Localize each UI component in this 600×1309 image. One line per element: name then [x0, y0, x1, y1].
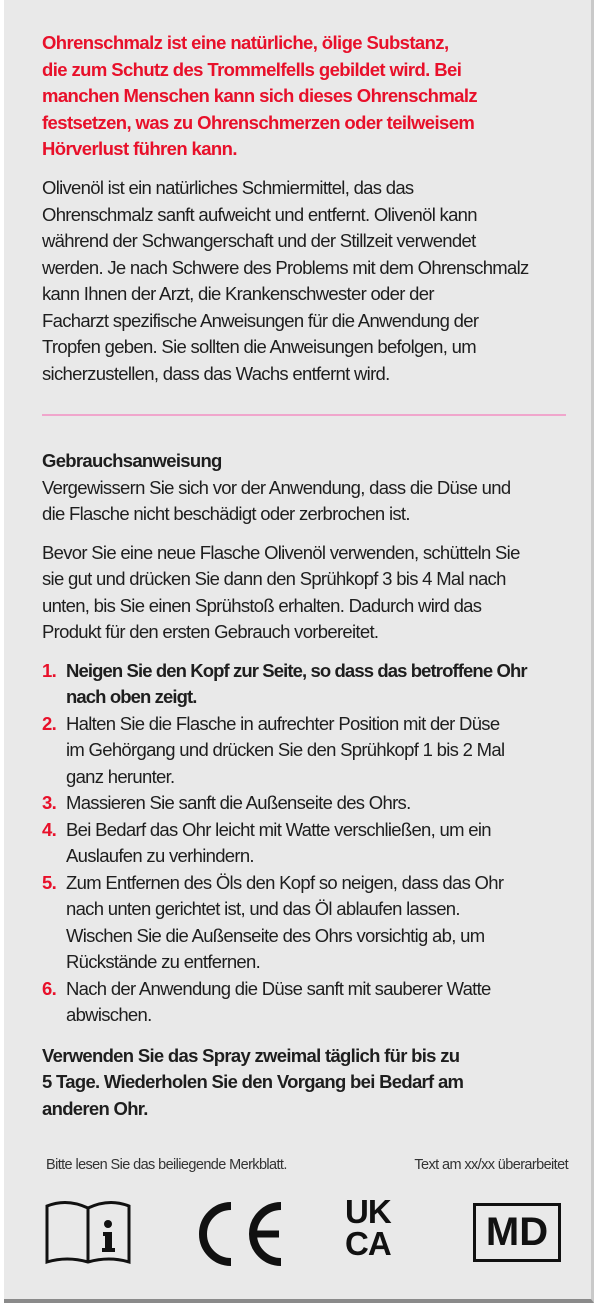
- revision-note: Text am xx/xx überarbeitet: [414, 1157, 568, 1173]
- dosage-line: anderen Ohr.: [42, 1097, 148, 1119]
- step-text: im Gehörgang und drücken Sie den Sprühkopf 1 bis 2 Mal: [66, 739, 505, 760]
- text-line: Hörverlust führen kann.: [42, 138, 237, 159]
- text-line: Bevor Sie eine neue Flasche Olivenöl verwenden, schütteln Sie: [42, 541, 520, 563]
- usage-section: [42, 448, 527, 1122]
- step-text: Rückstände zu entfernen.: [66, 951, 261, 972]
- instructions-book-icon: [45, 1200, 131, 1269]
- list-item: [42, 870, 527, 976]
- usage-heading: Gebrauchsanweisung: [42, 450, 222, 471]
- list-item: [42, 790, 527, 817]
- step-text: Massieren Sie sanft die Außenseite des Ohrs.: [66, 792, 411, 813]
- ukca-mark-icon: [345, 1193, 391, 1262]
- step-text: Halten Sie die Flasche in aufrechter Position mit der Düse: [66, 712, 500, 734]
- divider: [42, 414, 566, 416]
- text-line: kann Ihnen der Arzt, die Krankenschwester oder der: [42, 283, 434, 304]
- text-line: Tropfen geben. Sie sollten die Anweisungen befolgen, um: [42, 336, 476, 357]
- step-text: abwischen.: [66, 1004, 152, 1025]
- leaflet-note: Bitte lesen Sie das beiliegende Merkblatt.: [46, 1157, 287, 1173]
- text-line: Facharzt spezifische Anweisungen für die Anwendung der: [42, 309, 479, 331]
- text-line: Vergewissern Sie sich vor der Anwendung, dass die Düse und: [42, 476, 511, 498]
- step-text: Wischen Sie die Außenseite des Ohrs vorsichtig ab, um: [66, 924, 485, 946]
- list-item: [42, 976, 527, 1029]
- step-number: 6.: [42, 977, 57, 999]
- steps-list: [42, 658, 527, 1029]
- step-text: nach oben zeigt.: [66, 686, 197, 707]
- step-text: nach unten gerichtet ist, und das Öl ablaufen lassen.: [66, 898, 460, 919]
- ukca-bottom: CA: [345, 1225, 391, 1262]
- dosage-line: Verwenden Sie das Spray zweimal täglich für bis zu: [42, 1044, 460, 1066]
- step-text: Auslaufen zu verhindern.: [66, 845, 254, 866]
- step-text: Nach der Anwendung die Düse sanft mit sauberer Watte: [66, 977, 491, 999]
- list-item: [42, 817, 527, 870]
- intro-warning: [42, 30, 477, 163]
- step-number: 4.: [42, 818, 57, 840]
- step-text: Neigen Sie den Kopf zur Seite, so dass das betroffene Ohr: [66, 659, 527, 681]
- text-line: die zum Schutz des Trommelfells gebildet wird. Bei: [42, 58, 462, 80]
- text-line: Ohrenschmalz sanft aufweicht und entfernt. Olivenöl kann: [42, 203, 477, 225]
- step-text: ganz herunter.: [66, 765, 175, 787]
- text-line: sicherzustellen, dass das Wachs entfernt wird.: [42, 362, 390, 384]
- list-item: [42, 658, 527, 711]
- text-line: unten, bis Sie einen Sprühstoß erhalten. Dadurch wird das: [42, 594, 482, 616]
- text-line: Olivenöl ist ein natürliches Schmiermittel, das das: [42, 177, 414, 198]
- text-line: festsetzen, was zu Ohrenschmerzen oder teilweisem: [42, 111, 475, 133]
- text-line: die Flasche nicht beschädigt oder zerbrochen ist.: [42, 503, 410, 524]
- text-line: Produkt für den ersten Gebrauch vorbereitet.: [42, 621, 379, 642]
- info-paragraph: [42, 175, 529, 387]
- list-item: [42, 711, 527, 791]
- step-number: 5.: [42, 871, 57, 893]
- text-line: sie gut und drücken Sie dann den Sprühkopf 3 bis 4 Mal nach: [42, 568, 506, 589]
- step-text: Zum Entfernen des Öls den Kopf so neigen, dass das Ohr: [66, 871, 504, 893]
- md-mark-icon: MD: [473, 1203, 561, 1262]
- text-line: manchen Menschen kann sich dieses Ohrenschmalz: [42, 85, 478, 106]
- step-number: 3.: [42, 792, 57, 813]
- dosage-line: 5 Tage. Wiederholen Sie den Vorgang bei Bedarf am: [42, 1071, 464, 1092]
- text-line: während der Schwangerschaft und der Stillzeit verwendet: [42, 230, 476, 251]
- step-text: Bei Bedarf das Ohr leicht mit Watte verschließen, um ein: [66, 818, 491, 840]
- ukca-top: UK: [345, 1193, 391, 1230]
- ce-mark-icon: [193, 1202, 285, 1271]
- text-line: werden. Je nach Schwere des Problems mit dem Ohrenschmalz: [42, 256, 529, 278]
- step-number: 1.: [42, 659, 57, 681]
- step-number: 2.: [42, 712, 57, 734]
- text-line: Ohrenschmalz ist eine natürliche, ölige Substanz,: [42, 32, 449, 53]
